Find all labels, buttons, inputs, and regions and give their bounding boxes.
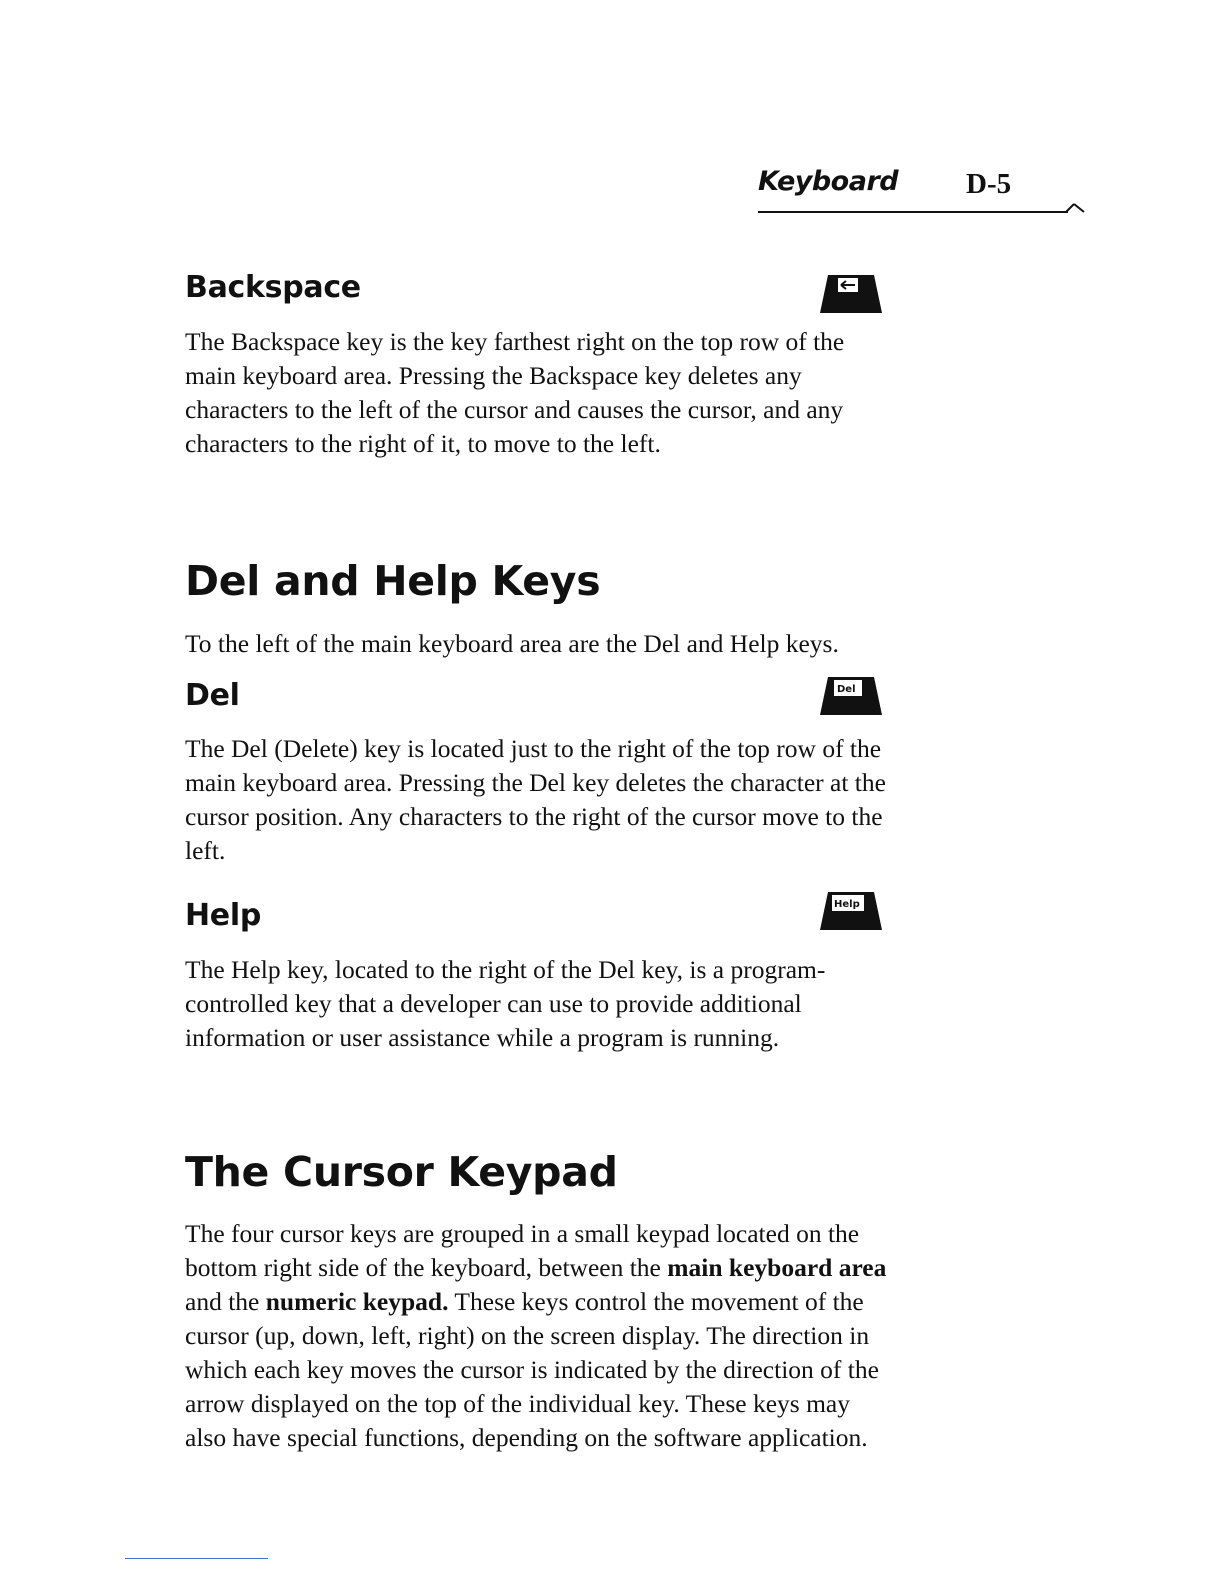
header-rule xyxy=(758,211,1068,213)
del-body: The Del (Delete) key is located just to the right of the top row of the main keyboard area. Pressing the Del key deletes the character at the cursor position. Any characters to the right of the cursor move to the left. xyxy=(185,734,886,865)
cursor-keypad-body xyxy=(185,1217,895,1455)
footer-rule xyxy=(125,1558,268,1559)
cursor-keypad-text-2: and the xyxy=(185,1287,260,1316)
cursor-keypad-text-3: These keys control the movement of the cursor (up, down, left, right) on the screen display. The direction in which each key moves the cursor is indicated by the direction of the arrow displayed on the top of the individual key. These keys may also have special functions, depending on the software application. xyxy=(185,1287,879,1452)
del-help-intro: To the left of the main keyboard area are the Del and Help keys. xyxy=(185,629,839,658)
backspace-key-icon xyxy=(818,271,884,315)
numeric-keypad-term: numeric keypad. xyxy=(265,1287,449,1316)
page-number: D-5 xyxy=(966,168,1012,200)
del-help-heading: Del and Help Keys xyxy=(185,557,601,605)
del-heading: Del xyxy=(185,678,240,713)
running-title: Keyboard xyxy=(758,166,899,197)
help-heading: Help xyxy=(185,898,262,933)
main-keyboard-area-term: main keyboard area xyxy=(667,1253,887,1282)
backspace-heading: Backspace xyxy=(185,270,361,305)
help-key-label: Help xyxy=(834,899,860,910)
backspace-body: The Backspace key is the key farthest right on the top row of the main keyboard area. Pressing the Backspace key deletes any characters to the left of the cursor and causes the cursor, and any characters to the right of it, to move to the left. xyxy=(185,327,845,458)
cursor-keypad-heading: The Cursor Keypad xyxy=(185,1148,618,1196)
corner-mark-icon xyxy=(1064,200,1086,214)
del-key-label: Del xyxy=(837,684,856,695)
help-body: The Help key, located to the right of the Del key, is a program-controlled key that a developer can use to provide additional information or user assistance while a program is running. xyxy=(185,955,826,1052)
help-key-icon xyxy=(818,888,884,932)
del-key-icon xyxy=(818,673,884,717)
cursor-keypad-text-1: The four cursor keys are grouped in a small keypad located on the bottom right side of the keyboard, between the xyxy=(185,1219,860,1282)
